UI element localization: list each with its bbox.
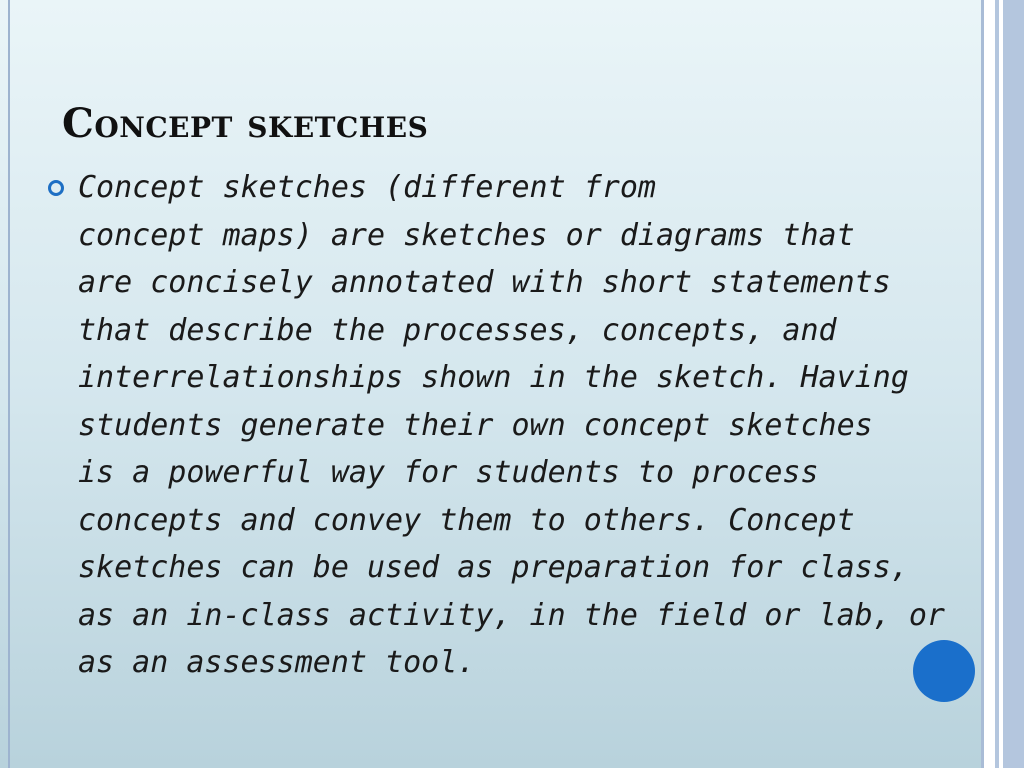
body-line: sketches can be used as preparation for class, — [78, 550, 909, 585]
slide-title: Concept sketches — [62, 100, 429, 147]
decorative-blue-dot — [913, 640, 975, 702]
body-line: is a powerful way for students to process — [78, 455, 819, 490]
body-line: Concept sketches (different from — [78, 170, 656, 205]
body-line: students generate their own concept sketches — [78, 407, 873, 443]
right-thin-line — [981, 0, 984, 768]
body-line: are concisely annotated with short statements — [78, 265, 891, 300]
left-border-line — [8, 0, 10, 768]
body-line: that describe the processes, concepts, and — [78, 312, 837, 348]
body-line: as an in-class activity, in the field or lab, or — [78, 597, 945, 633]
right-decorative-band — [981, 0, 1024, 768]
right-inner-white-line — [999, 0, 1003, 768]
body-line: interrelationships shown in the sketch. Having — [78, 360, 909, 395]
body-line: concepts and convey them to others. Concept — [78, 502, 855, 538]
bullet-circle-icon — [48, 180, 64, 196]
body-line: as an assessment tool. — [78, 645, 476, 680]
body-paragraph — [78, 164, 968, 687]
body-line: concept maps) are sketches or diagrams that — [78, 217, 855, 253]
